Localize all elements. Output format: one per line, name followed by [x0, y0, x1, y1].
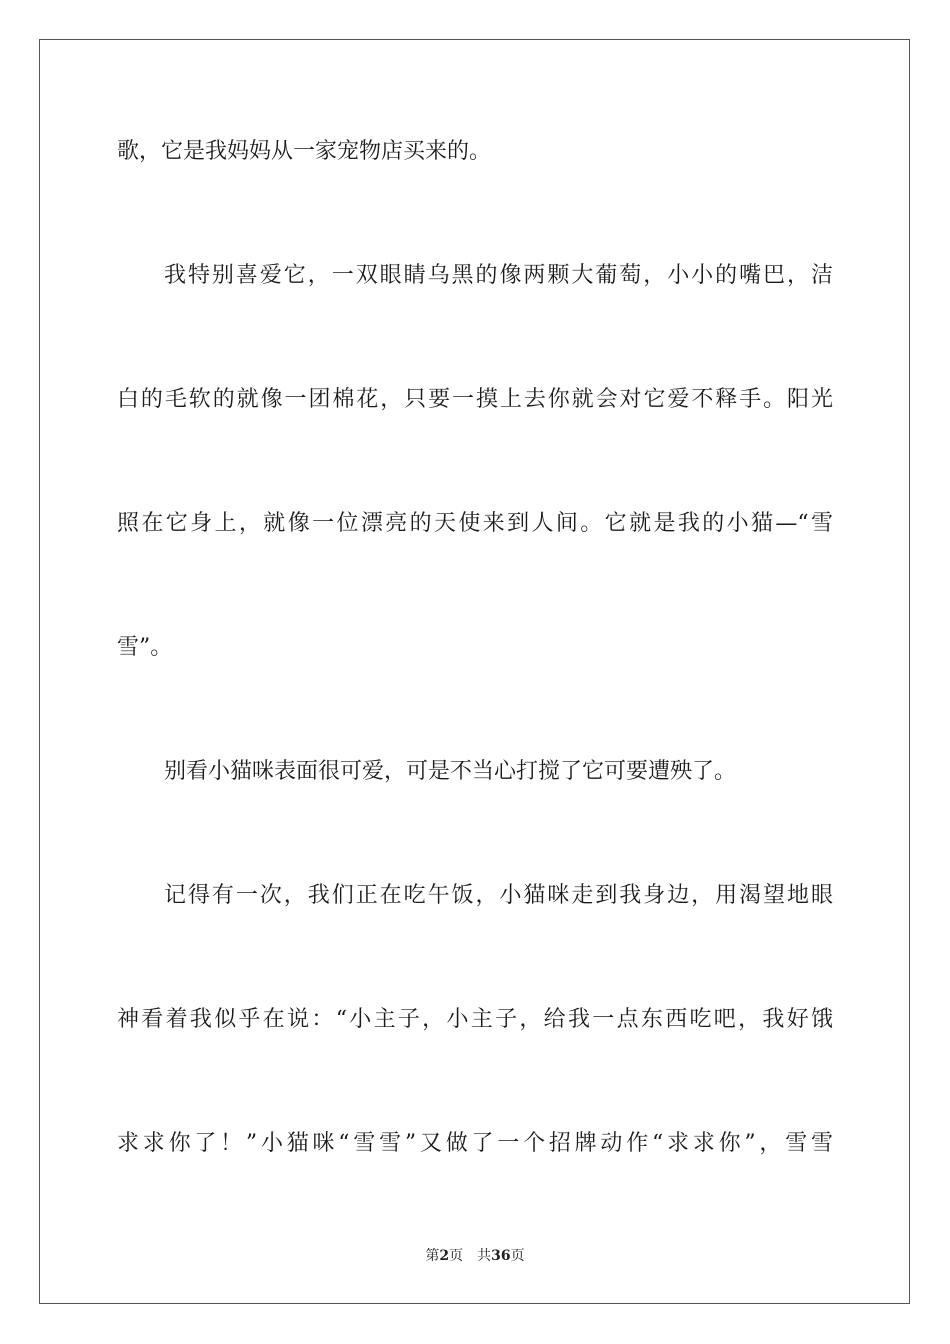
text-line: 求求你了！”小猫咪“雪雪”又做了一个招牌动作“求求你”，雪雪 — [117, 1131, 833, 1156]
total-pages: 36 — [491, 1248, 511, 1264]
paragraph-first-line: 记得有一次，我们正在吃午饭，小猫咪走到我身边，用渴望地眼 — [164, 883, 833, 908]
footer-total-suffix: 页 — [510, 1248, 525, 1264]
text-line: 神看着我似乎在说：“小主子，小主子，给我一点东西吃吧，我好饿 — [117, 1007, 833, 1032]
text-line: 歌，它是我妈妈从一家宠物店买来的。 — [117, 139, 492, 164]
page-number: 2 — [439, 1248, 450, 1264]
paragraph-first-line: 我特别喜爱它，一双眼睛乌黑的像两颗大葡萄，小小的嘴巴，洁 — [164, 263, 833, 288]
page-footer — [0, 1246, 950, 1266]
footer-total-prefix: 共 — [477, 1248, 492, 1264]
footer-page-suffix: 页 — [449, 1248, 464, 1264]
text-line: 照在它身上，就像一位漂亮的天使来到人间。它就是我的小猫—“雪 — [117, 511, 833, 536]
paragraph-first-line: 别看小猫咪表面很可爱，可是不当心打搅了它可要遭殃了。 — [164, 759, 737, 784]
text-line: 雪”。 — [117, 635, 173, 660]
page-frame — [39, 39, 910, 1304]
footer-prefix: 第 — [425, 1248, 440, 1264]
text-line: 白的毛软的就像一团棉花，只要一摸上去你就会对它爱不释手。阳光 — [117, 387, 833, 412]
